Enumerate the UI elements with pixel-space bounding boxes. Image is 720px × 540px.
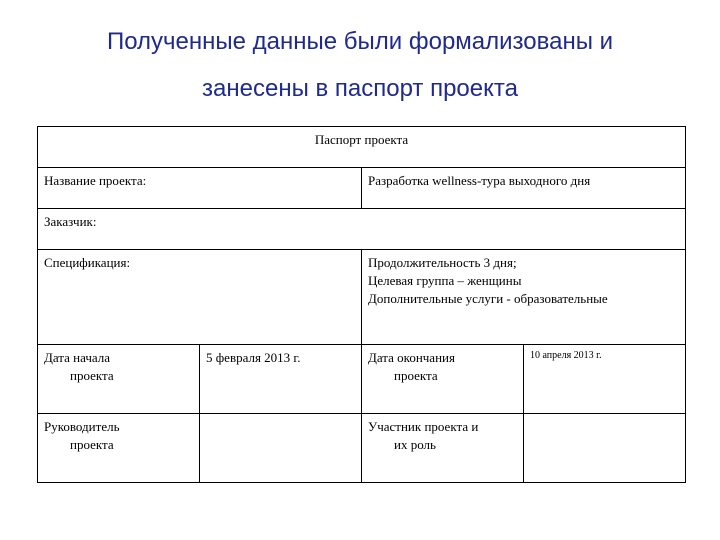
- end-date-value: 10 апреля 2013 г.: [523, 344, 685, 413]
- slide-title-line-1: Полученные данные были формализованы и: [106, 28, 614, 55]
- manager-label-line-2: проекта: [70, 437, 114, 452]
- participants-value: [523, 413, 685, 482]
- specification-value: Продолжительность 3 дня; Целевая группа – женщины Дополнительные услуги - образовательные: [361, 249, 685, 344]
- table-right-border: [685, 126, 686, 483]
- start-date-label-line-2: проекта: [70, 368, 114, 383]
- manager-label-line-1: Руководитель: [44, 419, 120, 434]
- start-date-label-line-1: Дата начала: [44, 350, 111, 365]
- participants-label: [361, 413, 523, 482]
- customer-label: Заказчик:: [37, 208, 685, 249]
- specification-label: Спецификация:: [37, 249, 361, 344]
- participants-label-line-2: их роль: [394, 437, 436, 452]
- manager-value: [199, 413, 361, 482]
- end-date-label-line-2: проекта: [394, 368, 438, 383]
- slide-title-line-2: занесены в паспорт проекта: [202, 75, 518, 102]
- table-caption: Паспорт проекта: [37, 126, 685, 167]
- project-name-value: Разработка wellness-тура выходного дня: [361, 167, 685, 208]
- end-date-label: [361, 344, 523, 413]
- table-bottom-border: [37, 482, 686, 483]
- end-date-label-line-1: Дата окончания: [368, 350, 455, 365]
- participants-label-line-1: Участник проекта и: [368, 419, 479, 434]
- project-name-label: Название проекта:: [37, 167, 361, 208]
- start-date-value: 5 февраля 2013 г.: [199, 344, 361, 413]
- start-date-label: [37, 344, 199, 413]
- manager-label: [37, 413, 199, 482]
